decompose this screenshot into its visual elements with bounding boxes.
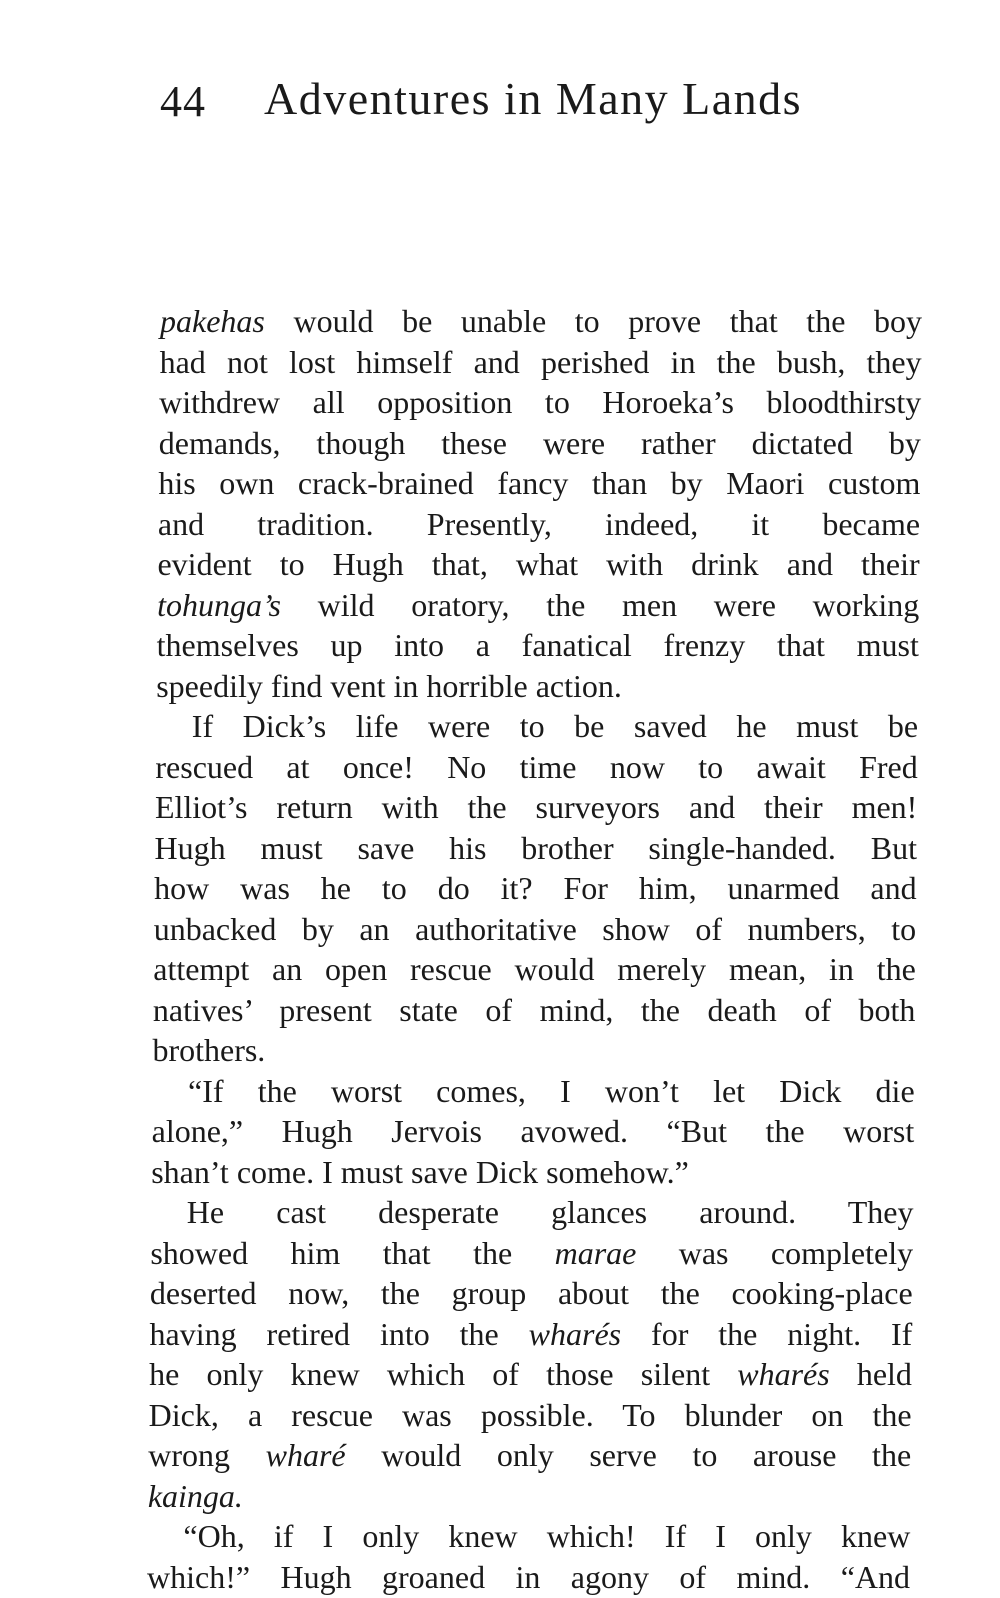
text-segment: evident to Hugh that, what with drink and their xyxy=(157,546,920,582)
text-segment: natives’ present state of mind, the death of both xyxy=(152,991,916,1028)
text-segment: which!” Hugh groaned in agony of mind. “And xyxy=(147,1558,910,1595)
italic-word: wharé xyxy=(265,1437,346,1473)
text-segment: unbacked by an authoritative show of numbers, to xyxy=(153,910,917,947)
text-line xyxy=(154,867,916,909)
text-line xyxy=(149,1353,912,1395)
text-line xyxy=(153,948,916,990)
text-line xyxy=(183,1515,910,1557)
text-segment: he only knew which of those silent xyxy=(149,1356,738,1392)
text-line xyxy=(159,422,921,464)
text-segment: having retired into the xyxy=(149,1315,529,1352)
italic-word: tohunga’s xyxy=(157,586,281,623)
text-segment: brothers. xyxy=(152,1032,266,1068)
text-segment: wild oratory, the men were working xyxy=(280,586,920,623)
text-segment: “Oh, if I only knew which! If I only knew xyxy=(183,1518,911,1554)
text-segment: wrong xyxy=(148,1437,266,1473)
text-line xyxy=(153,989,916,1031)
text-line xyxy=(151,1151,914,1193)
text-line xyxy=(188,1070,915,1112)
page-header xyxy=(160,72,900,132)
text-line xyxy=(157,543,919,585)
text-line xyxy=(192,705,918,747)
text-segment: speedily find vent in horrible action. xyxy=(156,667,622,704)
text-segment: how was he to do it? For him, unarmed and xyxy=(154,870,917,906)
text-line xyxy=(149,1394,912,1436)
text-segment: and tradition. Presently, indeed, it became xyxy=(157,505,921,542)
text-line xyxy=(150,1272,913,1314)
text-line xyxy=(148,1434,911,1476)
text-segment: “If the worst comes, I won’t let Dick die xyxy=(188,1072,915,1109)
text-segment: rescued at once! No time now to await Fred xyxy=(155,748,918,785)
italic-word: wharés xyxy=(528,1315,622,1352)
text-segment: demands, though these were rather dictated by xyxy=(158,424,921,461)
text-segment: would only serve to arouse the xyxy=(345,1437,912,1473)
text-line xyxy=(155,746,917,788)
text-line xyxy=(157,624,919,666)
text-segment: showed him that the xyxy=(150,1234,555,1271)
text-line xyxy=(158,462,920,504)
text-line xyxy=(152,1029,915,1071)
running-title: Adventures in Many Lands xyxy=(264,73,803,124)
text-line xyxy=(159,381,921,423)
text-segment: Elliot’s return with the surveyors and their men! xyxy=(154,789,918,825)
text-segment: shan’t come. I must save Dick somehow.” xyxy=(151,1153,689,1190)
text-line xyxy=(187,1191,914,1233)
italic-word: marae xyxy=(554,1234,637,1271)
text-segment: his own crack-brained fancy than by Maori custom xyxy=(158,465,921,501)
text-segment: was completely xyxy=(636,1234,914,1271)
text-line xyxy=(150,1232,913,1274)
text-line xyxy=(160,300,922,342)
text-segment: He cast desperate glances around. They xyxy=(186,1194,914,1230)
text-line xyxy=(155,786,917,828)
text-segment: withdrew all opposition to Horoeka’s bloodthirsty xyxy=(159,384,922,420)
italic-word: kainga. xyxy=(147,1477,243,1514)
italic-word: pakehas xyxy=(160,303,265,339)
text-segment: If Dick’s life were to be saved he must be xyxy=(191,708,919,744)
text-line xyxy=(150,1313,913,1355)
text-segment: had not lost himself and perished in the bush, they xyxy=(159,343,922,380)
text-segment: deserted now, the group about the cooking-place xyxy=(149,1275,913,1311)
italic-word: wharés xyxy=(737,1356,830,1392)
text-line xyxy=(148,1475,911,1517)
text-segment: would be unable to prove that the boy xyxy=(264,303,922,339)
text-line xyxy=(147,1556,910,1598)
text-line xyxy=(158,503,920,545)
text-segment: alone,” Hugh Jervois avowed. “But the worst xyxy=(151,1113,915,1149)
text-line xyxy=(157,584,919,626)
text-line xyxy=(160,341,922,383)
text-line xyxy=(155,827,917,869)
text-segment: Hugh must save his brother single-handed. But xyxy=(154,829,917,866)
text-line xyxy=(154,908,916,950)
page-number: 44 xyxy=(160,77,206,126)
text-segment: attempt an open rescue would merely mean, in the xyxy=(153,951,916,987)
text-segment: held xyxy=(829,1356,912,1392)
text-segment: themselves up into a fanatical frenzy that must xyxy=(156,627,919,663)
text-line xyxy=(156,665,918,707)
text-segment: Dick, a rescue was possible. To blunder on the xyxy=(148,1396,912,1433)
text-segment: for the night. If xyxy=(621,1315,913,1352)
text-line xyxy=(152,1110,915,1152)
